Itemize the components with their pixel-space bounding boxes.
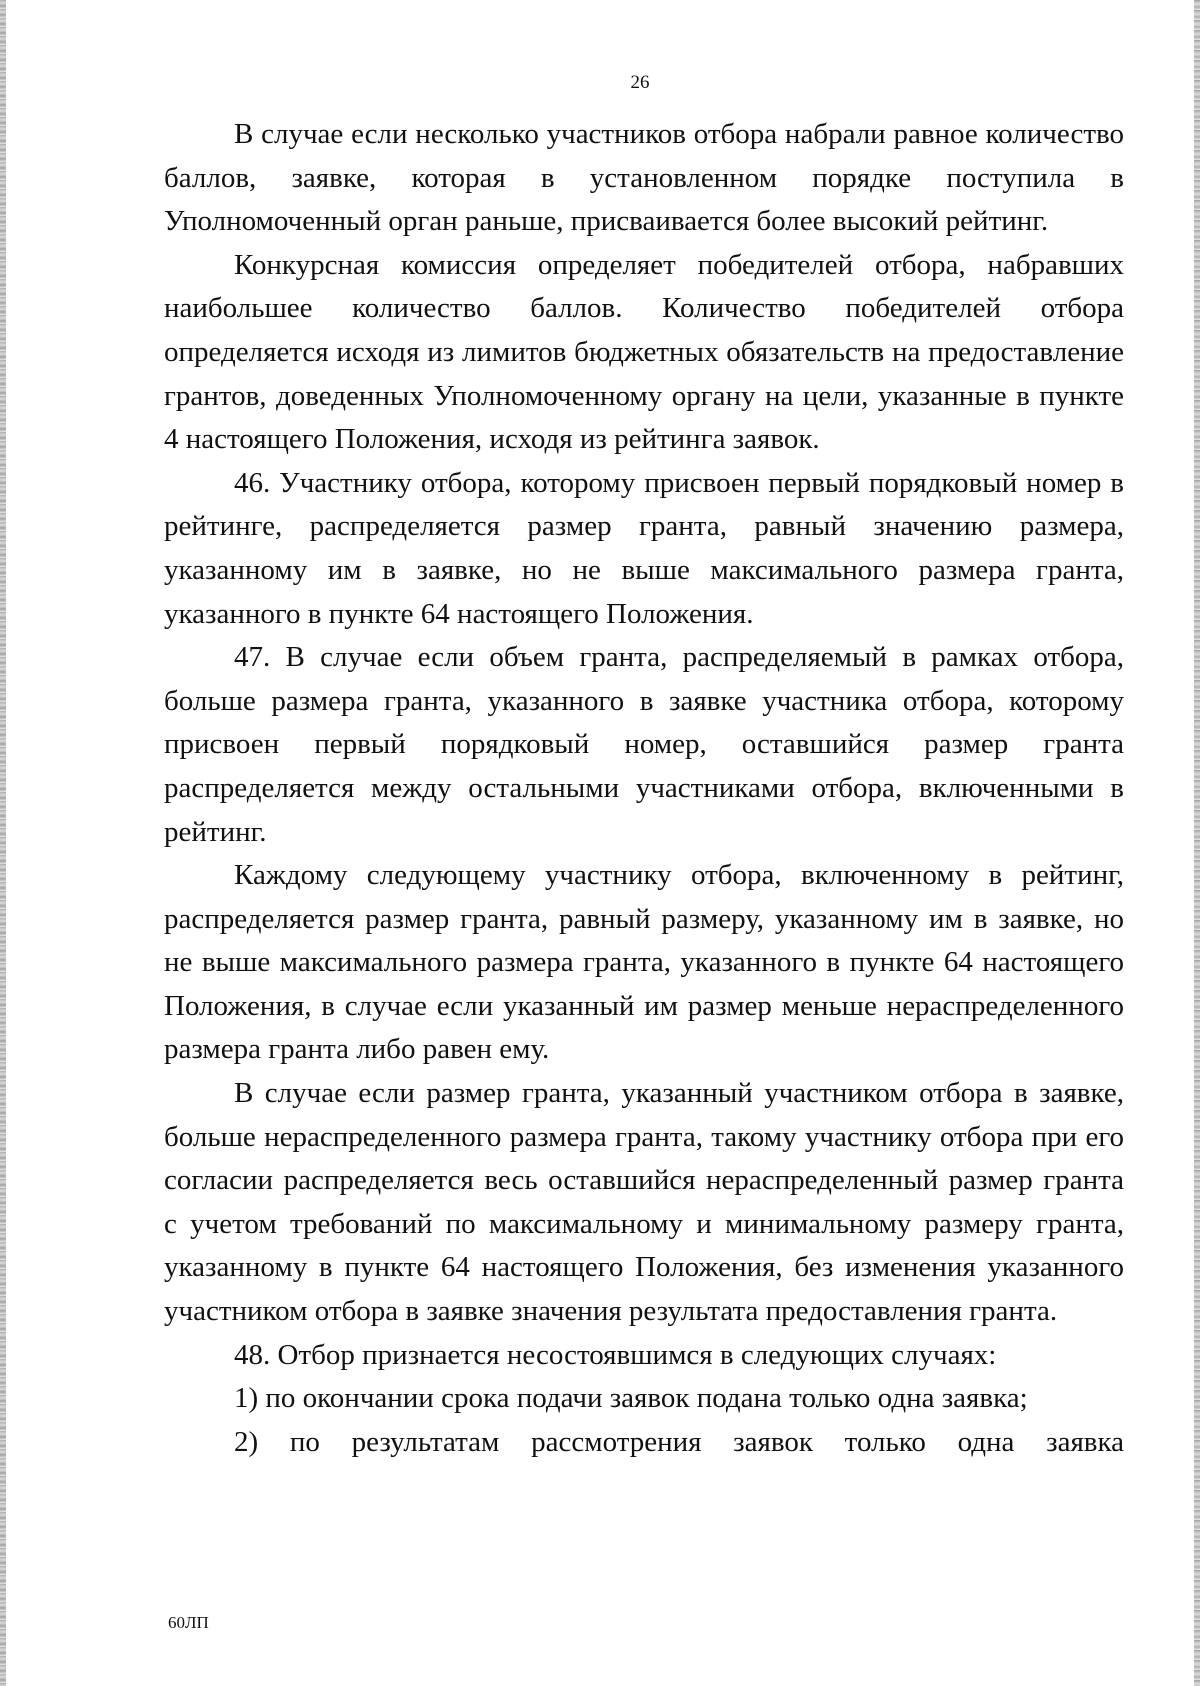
document-code: 60ЛП [168, 1613, 209, 1632]
paragraph-winners: Конкурсная комиссия определяет победителей отбора, набравших наибольшее количество баллов. Количество победителей отбора определяется исходя из лимитов бюджетных обязательств на предоставление грантов, доведенных Уполномоченному органу на цели, указанные в пункте 4 настоящего Положения, исходя из рейтинга заявок. [164, 248, 1124, 456]
paragraph-next-participant: Каждому следующему участнику отбора, включенному в рейтинг, распределяется размер гранта, равный размеру, указанному им в заявке, но не выше максимального размера гранта, указанного в пункте 64 настоящего Положения, в случае если указанный им размер меньше нераспределенного размера гранта либо равен ему. [164, 859, 1124, 1066]
scan-edge-right [1194, 0, 1200, 1686]
paragraph-48: 48. Отбор признается несостоявшимся в следующих случаях: [234, 1338, 997, 1371]
scan-edge-left [0, 0, 6, 1686]
document-body [164, 113, 1124, 1464]
paragraph-46: 46. Участнику отбора, которому присвоен первый порядковый номер в рейтинге, распределяется размер гранта, равный значению размера, указанному им в заявке, но не выше максимального размера гранта, указанного в пункте 64 настоящего Положения. [164, 466, 1124, 630]
page-number: 26 [630, 72, 650, 93]
paragraph-larger-grant: В случае если размер гранта, указанный участником отбора в заявке, больше нераспределенного размера гранта, такому участнику отбора при его согласии распределяется весь оставшийся нераспределенный размер гранта с учетом требований по максимальному и минимальному размеру гранта, указанному в пункте 64 настоящего Положения, без изменения указанного участником отбора в заявке значения результата предоставления гранта. [164, 1077, 1124, 1328]
list-item-1: 1) по окончании срока подачи заявок подана только одна заявка; [234, 1382, 1028, 1415]
list-item-2: 2) по результатам рассмотрения заявок только одна заявка [234, 1425, 1124, 1458]
paragraph-equal-points: В случае если несколько участников отбора набрали равное количество баллов, заявке, которая в установленном порядке поступила в Уполномоченный орган раньше, присваивается более высокий рейтинг. [164, 118, 1124, 238]
paragraph-47: 47. В случае если объем гранта, распределяемый в рамках отбора, больше размера гранта, указанного в заявке участника отбора, которому присвоен первый порядковый номер, оставшийся размер гранта распределяется между остальными участниками отбора, включенными в рейтинг. [164, 641, 1124, 848]
